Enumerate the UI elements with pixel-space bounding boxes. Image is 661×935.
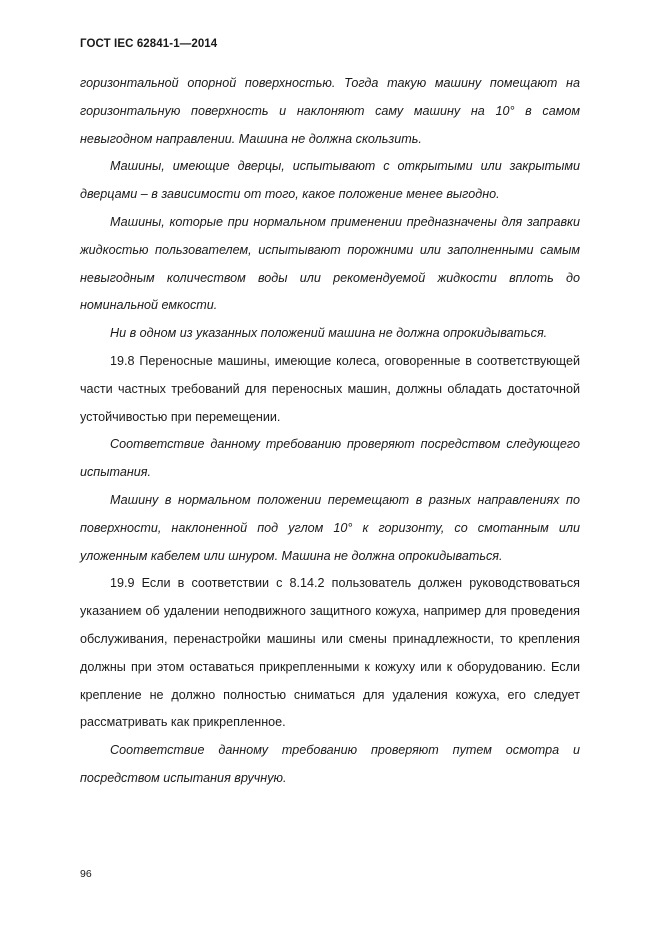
- page-number: 96: [80, 868, 92, 880]
- compliance-19-8: Соответствие данному требованию проверяют посредством следующего испытания.: [80, 437, 580, 480]
- paragraph-liquid: Машины, которые при нормальном применении предназначены для заправки жидкостью пользователем, испытывают порожними или заполненными самым невыгодным количеством воды или рекомендуемой жидкости вплоть до номинальной емкости.: [80, 214, 580, 313]
- clause-19-9: 19.9 Если в соответствии с 8.14.2 пользователь должен руководствоваться указанием об удалении неподвижного защитного кожуха, например для проведения обслуживания, перенастройки машины или смены принадлежности, то крепления должны при этом оставаться прикрепленными к кожуху или к оборудованию. Если крепление не должно полностью сниматься для удаления кожуха, его следует рассматривать как прикрепленное.: [80, 576, 580, 730]
- page-header: ГОСТ IEC 62841-1—2014: [80, 38, 218, 50]
- paragraph-continuation: горизонтальной опорной поверхностью. Тогда такую машину помещают на горизонтальную поверхность и наклоняют саму машину на 10° в самом невыгодном направлении. Машина не должна скользить.: [80, 76, 580, 146]
- paragraph-doors: Машины, имеющие дверцы, испытывают с открытыми или закрытыми дверцами – в зависимости от того, какое положение менее выгодно.: [80, 159, 580, 202]
- compliance-19-9: Соответствие данному требованию проверяют путем осмотра и посредством испытания вручную.: [80, 743, 580, 785]
- body-text: [80, 70, 580, 793]
- clause-19-8: 19.8 Переносные машины, имеющие колеса, оговоренные в соответствующей части частных требований для переносных машин, должны обладать достаточной устойчивостью при перемещении.: [80, 353, 580, 424]
- paragraph-no-tipping: Ни в одном из указанных положений машина не должна опрокидываться.: [110, 326, 548, 341]
- test-19-8: Машину в нормальном положении перемещают в разных направлениях по поверхности, наклоненной под углом 10° к горизонту, со смотанным или уложенным кабелем или шнуром. Машина не должна опрокидываться.: [80, 492, 580, 563]
